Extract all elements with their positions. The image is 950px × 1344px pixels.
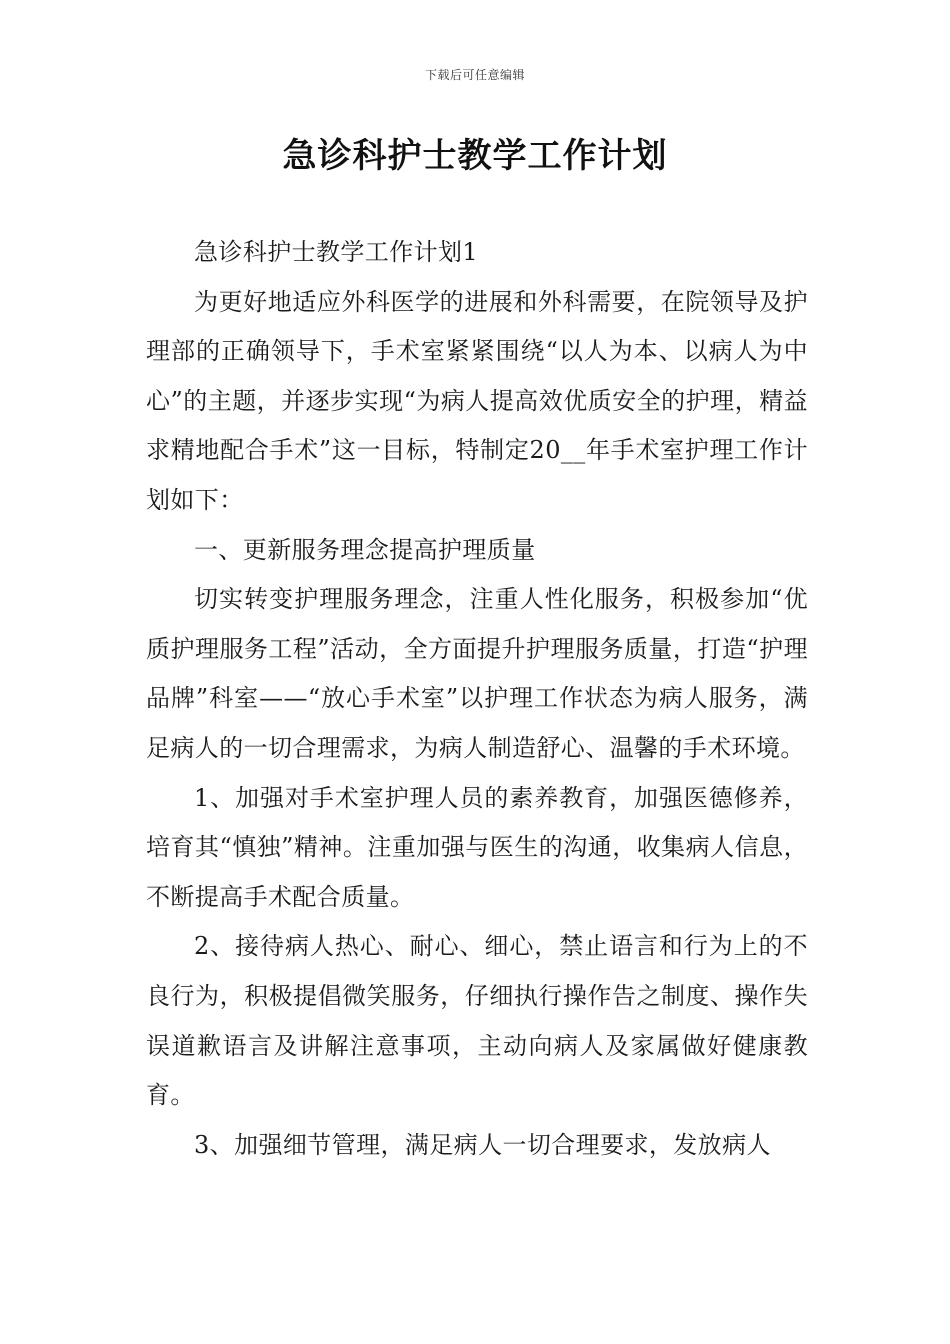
list-item: 3、加强细节管理，满足病人一切合理要求，发放病人 <box>194 1130 771 1159</box>
section-heading: 一、更新服务理念提高护理质量 <box>194 535 536 564</box>
list-item: 1、加强对手术室护理人员的素养教育，加强医德修养，培育其“慎独”精神。注重加强与医生的沟通，收集病人信息，不断提高手术配合质量。 <box>146 783 808 911</box>
header-note: 下载后可任意编辑 <box>424 68 525 82</box>
section-heading: 急诊科护士教学工作计划1 <box>194 238 479 266</box>
list-item: 2、接待病人热心、耐心、细心，禁止语言和行为上的不良行为，积极提倡微笑服务，仔细执行操作告之制度、操作失误道歉语言及讲解注意事项，主动向病人及家属做好健康教育。 <box>146 932 808 1110</box>
document-body <box>146 228 808 1170</box>
intro-paragraph: 为更好地适应外科医学的进展和外科需要，在院领导及护理部的正确领导下，手术室紧紧围绕“以人为本、以病人为中心”的主题，并逐步实现“为病人提高效优质安全的护理，精益求精地配合手术”这一目标，特制定20__年手术室护理工作计划如下： <box>146 287 808 514</box>
body-paragraph: 切实转变护理服务理念，注重人性化服务，积极参加“优质护理服务工程”活动，全方面提升护理服务质量，打造“护理品牌”科室——“放心手术室”以护理工作状态为病人服务，满足病人的一切合理需求，为病人制造舒心、温馨的手术环境。 <box>146 585 808 762</box>
document-title: 急诊科护士教学工作计划 <box>282 136 668 176</box>
